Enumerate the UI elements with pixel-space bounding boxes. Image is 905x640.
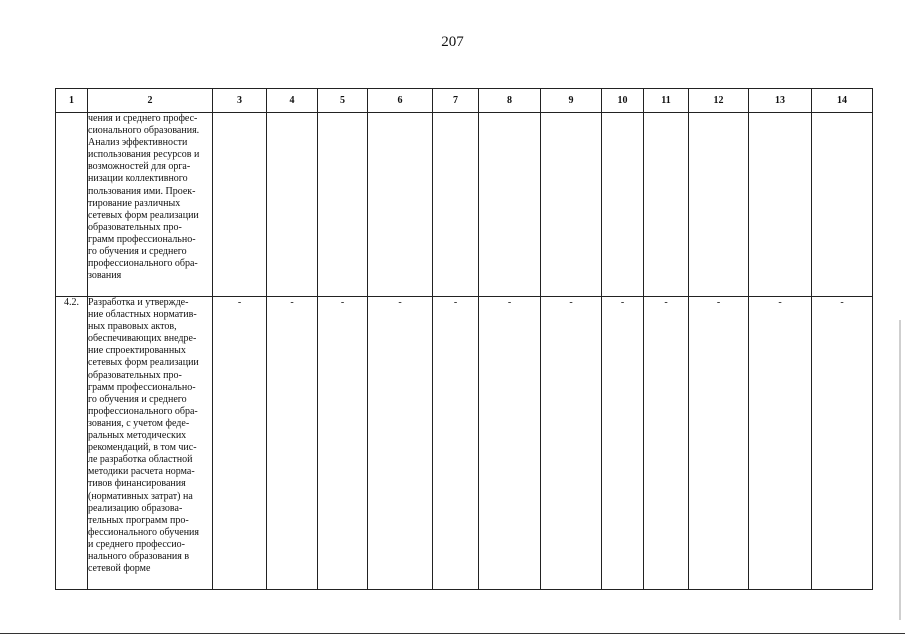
value-cell: -	[433, 297, 479, 590]
table-row	[56, 297, 873, 590]
value-cell	[602, 113, 644, 297]
column-header: 12	[689, 89, 749, 113]
value-cell	[318, 113, 368, 297]
column-header: 2	[88, 89, 213, 113]
header-row	[56, 89, 873, 113]
value-cell	[812, 113, 873, 297]
value-cell: -	[267, 297, 318, 590]
value-cell	[644, 113, 689, 297]
value-cell	[479, 113, 541, 297]
page-number: 207	[441, 34, 464, 50]
column-header: 4	[267, 89, 318, 113]
row-number	[56, 113, 88, 297]
value-cell: -	[213, 297, 267, 590]
column-header: 14	[812, 89, 873, 113]
column-header: 7	[433, 89, 479, 113]
column-header: 10	[602, 89, 644, 113]
column-header: 8	[479, 89, 541, 113]
value-cell	[689, 113, 749, 297]
column-header: 13	[749, 89, 812, 113]
scan-edge-shadow	[899, 320, 901, 620]
plan-table	[55, 88, 873, 590]
value-cell: -	[318, 297, 368, 590]
bottom-rule	[0, 633, 905, 634]
value-cell: -	[644, 297, 689, 590]
value-cell: -	[749, 297, 812, 590]
column-header: 5	[318, 89, 368, 113]
value-cell: -	[689, 297, 749, 590]
row-description: чения и среднего профес- сионального образования. Анализ эффективности использования ресурсов и возможностей для орга- низации коллективного пользования ими. Проек- тирование различных сетевых форм реализации образовательных про- грамм профессионально- го обучения и среднего профессионального обра- зования	[88, 113, 213, 297]
column-header: 3	[213, 89, 267, 113]
value-cell	[267, 113, 318, 297]
value-cell	[541, 113, 602, 297]
column-header: 6	[368, 89, 433, 113]
row-number: 4.2.	[56, 297, 88, 590]
column-header: 1	[56, 89, 88, 113]
value-cell: -	[602, 297, 644, 590]
value-cell	[749, 113, 812, 297]
value-cell: -	[812, 297, 873, 590]
value-cell	[213, 113, 267, 297]
value-cell: -	[541, 297, 602, 590]
value-cell: -	[479, 297, 541, 590]
table-row	[56, 113, 873, 297]
column-header: 11	[644, 89, 689, 113]
value-cell	[433, 113, 479, 297]
row-description: Разработка и утвержде- ние областных норматив- ных правовых актов, обеспечивающих внедре- ние спроектированных сетевых форм реализации образовательных про- грамм профессионально- го обучения и среднего профессионального обра- зования, с учетом феде- ральных методических рекомендаций, в том чис- ле разработка областной методики расчета норма- тивов финансирования (нормативных затрат) на реализацию образова- тельных программ про- фессионального обучения и среднего профессио- нального образования в сетевой форме	[88, 297, 213, 590]
value-cell: -	[368, 297, 433, 590]
column-header: 9	[541, 89, 602, 113]
value-cell	[368, 113, 433, 297]
